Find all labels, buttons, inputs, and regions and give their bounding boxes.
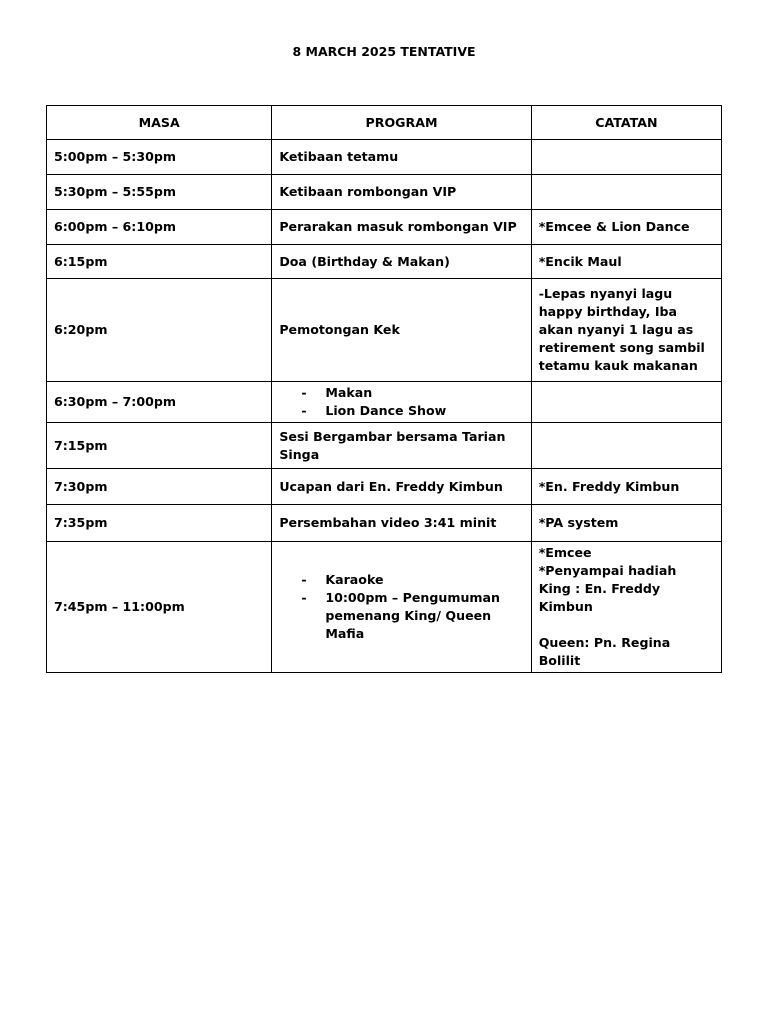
table-row bbox=[47, 210, 722, 245]
header-program: PROGRAM bbox=[272, 106, 531, 140]
program-cell: Ketibaan rombongan VIP bbox=[272, 175, 531, 210]
table-row bbox=[47, 382, 722, 423]
catatan-cell: -Lepas nyanyi lagu happy birthday, Iba akan nyanyi 1 lagu as retirement song sambil tetamu kauk makanan bbox=[531, 279, 721, 382]
masa-cell: 7:15pm bbox=[47, 423, 272, 469]
header-masa: MASA bbox=[47, 106, 272, 140]
table-row bbox=[47, 245, 722, 279]
catatan-line: *Emcee bbox=[538, 545, 592, 560]
catatan-line: King : En. Freddy Kimbun bbox=[538, 581, 661, 614]
table-row bbox=[47, 423, 722, 469]
table-row bbox=[47, 505, 722, 542]
program-cell: Doa (Birthday & Makan) bbox=[272, 245, 531, 279]
schedule-table bbox=[46, 105, 722, 673]
table-row bbox=[47, 542, 722, 673]
catatan-cell bbox=[531, 542, 721, 673]
masa-cell: 6:00pm – 6:10pm bbox=[47, 210, 272, 245]
table-row bbox=[47, 469, 722, 505]
table-row bbox=[47, 175, 722, 210]
table-header-row bbox=[47, 106, 722, 140]
masa-cell: 6:30pm – 7:00pm bbox=[47, 382, 272, 423]
catatan-cell bbox=[531, 175, 721, 210]
catatan-cell bbox=[531, 423, 721, 469]
program-list bbox=[279, 384, 523, 420]
catatan-cell: *En. Freddy Kimbun bbox=[531, 469, 721, 505]
program-cell: Pemotongan Kek bbox=[272, 279, 531, 382]
catatan-cell: *Encik Maul bbox=[531, 245, 721, 279]
catatan-line: *Penyampai hadiah bbox=[538, 563, 677, 578]
masa-cell: 7:35pm bbox=[47, 505, 272, 542]
program-cell: Sesi Bergambar bersama Tarian Singa bbox=[272, 423, 531, 469]
list-item: - 10:00pm – Pengumuman pemenang King/ Queen Mafia bbox=[301, 589, 523, 643]
masa-cell: 6:20pm bbox=[47, 279, 272, 382]
list-item: - Makan bbox=[301, 384, 523, 402]
program-cell: Persembahan video 3:41 minit bbox=[272, 505, 531, 542]
masa-cell: 7:30pm bbox=[47, 469, 272, 505]
catatan-cell: *PA system bbox=[531, 505, 721, 542]
catatan-cell bbox=[531, 382, 721, 423]
document-title: 8 MARCH 2025 TENTATIVE bbox=[292, 44, 476, 59]
masa-cell: 5:00pm – 5:30pm bbox=[47, 140, 272, 175]
program-cell: Ketibaan tetamu bbox=[272, 140, 531, 175]
list-item: - Karaoke bbox=[301, 571, 523, 589]
masa-cell: 5:30pm – 5:55pm bbox=[47, 175, 272, 210]
program-cell bbox=[272, 542, 531, 673]
table-row bbox=[47, 279, 722, 382]
catatan-cell: *Emcee & Lion Dance bbox=[531, 210, 721, 245]
program-cell: Ucapan dari En. Freddy Kimbun bbox=[272, 469, 531, 505]
list-item: - Lion Dance Show bbox=[301, 402, 523, 420]
catatan-cell bbox=[531, 140, 721, 175]
masa-cell: 6:15pm bbox=[47, 245, 272, 279]
masa-cell: 7:45pm – 11:00pm bbox=[47, 542, 272, 673]
program-list bbox=[279, 571, 523, 643]
catatan-line: Queen: Pn. Regina Bolilit bbox=[538, 635, 671, 668]
program-cell bbox=[272, 382, 531, 423]
header-catatan: CATATAN bbox=[531, 106, 721, 140]
table-row bbox=[47, 140, 722, 175]
program-cell: Perarakan masuk rombongan VIP bbox=[272, 210, 531, 245]
